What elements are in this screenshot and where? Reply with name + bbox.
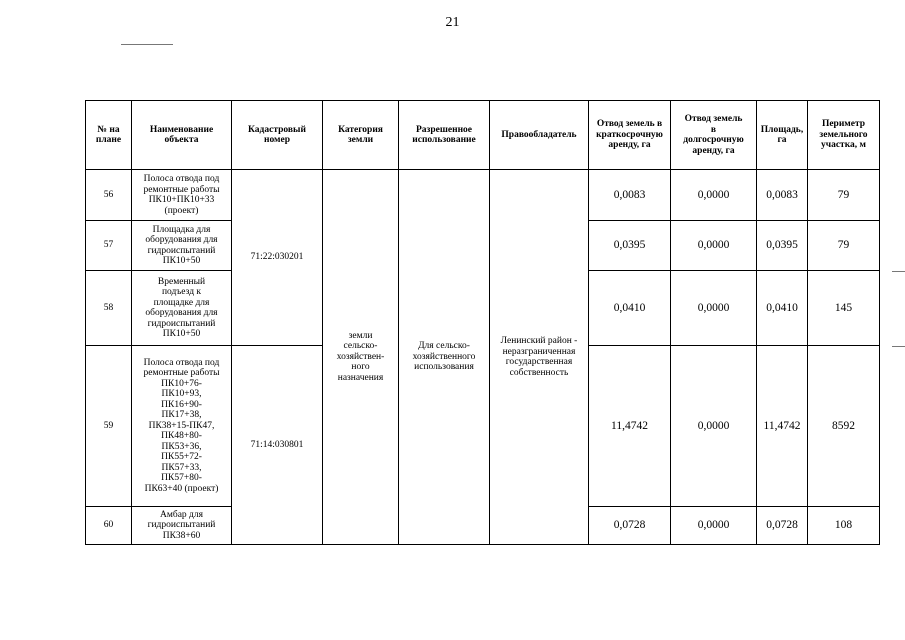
cell-area: 11,4742 bbox=[757, 346, 808, 507]
cell-perimeter: 79 bbox=[808, 170, 880, 221]
cell-perimeter: 8592 bbox=[808, 346, 880, 507]
cell-short-term-lease: 0,0083 bbox=[589, 170, 671, 221]
header-area: Площадь, га bbox=[757, 101, 808, 170]
scan-artifact-mark bbox=[892, 271, 905, 272]
scan-artifact-mark bbox=[121, 44, 173, 45]
cell-plan-number: 57 bbox=[86, 221, 132, 271]
header-permitted-use: Разрешенное использование bbox=[399, 101, 490, 170]
header-owner: Правообладатель bbox=[490, 101, 589, 170]
header-long-term-lease: Отвод земель в долгосрочную аренду, га bbox=[671, 101, 757, 170]
cell-long-term-lease: 0,0000 bbox=[671, 346, 757, 507]
table-row bbox=[86, 170, 880, 221]
header-perimeter: Периметр земельного участка, м bbox=[808, 101, 880, 170]
cell-perimeter: 79 bbox=[808, 221, 880, 271]
header-cadastral-number: Кадастровый номер bbox=[232, 101, 323, 170]
cell-area: 0,0395 bbox=[757, 221, 808, 271]
cell-short-term-lease: 0,0395 bbox=[589, 221, 671, 271]
cell-object-name: Полоса отвода под ремонтные работы ПК10+ПК10+33 (проект) bbox=[132, 170, 232, 221]
cell-perimeter: 108 bbox=[808, 507, 880, 545]
cell-cadastral-number: 71:22:030201 bbox=[232, 170, 323, 346]
cell-cadastral-number: 71:14:030801 bbox=[232, 346, 323, 545]
cell-short-term-lease: 0,0410 bbox=[589, 271, 671, 346]
cell-plan-number: 60 bbox=[86, 507, 132, 545]
header-land-category: Категория земли bbox=[323, 101, 399, 170]
cell-area: 0,0728 bbox=[757, 507, 808, 545]
cell-long-term-lease: 0,0000 bbox=[671, 170, 757, 221]
scan-artifact-mark bbox=[892, 346, 905, 347]
cell-object-name: Амбар для гидроиспытаний ПК38+60 bbox=[132, 507, 232, 545]
cell-area: 0,0410 bbox=[757, 271, 808, 346]
header-short-term-lease: Отвод земель в краткосрочную аренду, га bbox=[589, 101, 671, 170]
cell-object-name: Временный подъезд к площадке для оборудования для гидроиспытаний ПК10+50 bbox=[132, 271, 232, 346]
cell-short-term-lease: 11,4742 bbox=[589, 346, 671, 507]
header-plan-number: № на плане bbox=[86, 101, 132, 170]
land-allotment-table bbox=[85, 100, 880, 545]
cell-plan-number: 56 bbox=[86, 170, 132, 221]
cell-permitted-use: Для сельско- хозяйственного использования bbox=[399, 170, 490, 545]
cell-perimeter: 145 bbox=[808, 271, 880, 346]
cell-object-name: Площадка для оборудования для гидроиспытаний ПК10+50 bbox=[132, 221, 232, 271]
cell-long-term-lease: 0,0000 bbox=[671, 271, 757, 346]
cell-short-term-lease: 0,0728 bbox=[589, 507, 671, 545]
cell-owner: Ленинский район - неразграниченная государственная собственность bbox=[490, 170, 589, 545]
table-header-row bbox=[86, 101, 880, 170]
cell-plan-number: 58 bbox=[86, 271, 132, 346]
header-object-name: Наименование объекта bbox=[132, 101, 232, 170]
cell-long-term-lease: 0,0000 bbox=[671, 507, 757, 545]
cell-plan-number: 59 bbox=[86, 346, 132, 507]
cell-object-name: Полоса отвода под ремонтные работы ПК10+76- ПК10+93, ПК16+90- ПК17+38, ПК38+15-ПК47, ПК48+80- ПК53+36, ПК55+72- ПК57+33, ПК57+80- ПК63+40 (проект) bbox=[132, 346, 232, 507]
cell-area: 0,0083 bbox=[757, 170, 808, 221]
page-number: 21 bbox=[445, 15, 460, 30]
cell-land-category: земли сельско- хозяйствен- ного назначения bbox=[323, 170, 399, 545]
cell-long-term-lease: 0,0000 bbox=[671, 221, 757, 271]
